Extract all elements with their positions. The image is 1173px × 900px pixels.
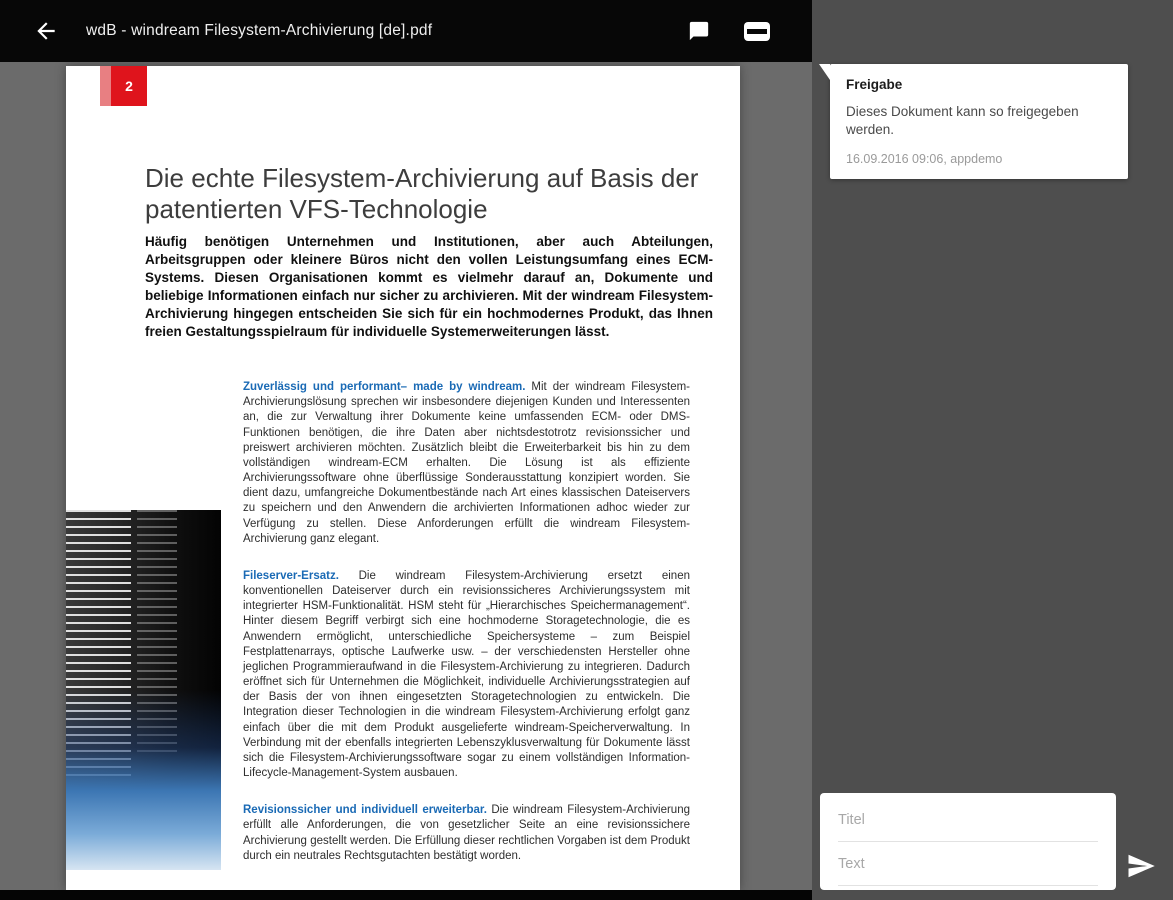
comment-composer (820, 793, 1116, 890)
document-filename: wdB - windream Filesystem-Archivierung [de].pdf (86, 22, 433, 39)
send-icon (1126, 851, 1156, 881)
comments-button[interactable] (682, 14, 716, 48)
send-button[interactable] (1122, 847, 1160, 885)
bottom-bar (0, 890, 812, 900)
back-arrow-icon (33, 18, 59, 44)
page-number-badge: 2 (100, 66, 147, 106)
comment-timestamp: 16.09.2016 09:06, appdemo (846, 152, 1003, 167)
paragraph (243, 569, 690, 781)
fit-width-button[interactable] (740, 14, 774, 48)
page-title: Die echte Filesystem-Archivierung auf Basis der patentierten VFS-Technologie (145, 163, 699, 224)
pdf-page (66, 66, 740, 890)
paragraph-lead: Fileserver-Ersatz. (243, 569, 339, 582)
comment-body: Dieses Dokument kann so freigegeben werden. (846, 104, 1079, 138)
topbar (0, 0, 812, 62)
paragraph-lead: Zuverlässig und performant– made by windream. (243, 381, 526, 393)
paragraph-text: Mit der windream Filesystem-Archivierungslösung sprechen wir insbesondere diejenigen Kunden und Interessenten an, die zur Verwaltung ihrer Dokumente keine umfassenden ECM- oder DMS-Funktionen benötigen, die ihre Daten aber nichtsdestotrotz revisionssicher und preiswert archivieren möchten. Zusätzlich bleibt die Erweiterbarkeit bis hin zu dem vollständigen windream-ECM erhalten. Die Lösung ist als effiziente Archivierungssoftware ohne überflüssige Sonderausstattung konzipiert worden. Sie dient dazu, umfangreiche Dokumentbestände nach Art eines klassischen Dateiservers zu speichern und den Anwendern die archivierten Informationen adhoc wieder zur Verfügung zu stellen. Diese Anforderungen erfüllt die windream Filesystem-Archivierung ganz elegant. (243, 381, 690, 545)
paragraph (243, 380, 690, 547)
comment-title-input[interactable] (838, 798, 1098, 842)
paragraph-text: Die windream Filesystem-Archivierung erfüllt alle Anforderungen, die von gesetzlicher Seite an eine revisionssichere Archivierung gestellt werden. Die Erfüllung dieser rechtlichen Vorgaben ist dem Produkt durch ein neutrales Rechtsgutachten bestätigt worden. (243, 804, 690, 862)
comments-sidebar (812, 0, 1173, 900)
paragraph-text: Die windream Filesystem-Archivierung ersetzt einen konventionellen Dateiserver durch ein revisionssicheres Archivierungssystem mit integrierter HSM-Funktionalität. HSM steht für „Hierarchisches Speichermanagement“. Hinter diesem Begriff verbirgt sich eine hochmoderne Storagetechnologie, die es Anwendern ermöglicht, unterschiedliche Speichersysteme – zum Beispiel Festplattenarrays, optische Laufwerke usw. – der verschiedensten Hersteller ohne jeglichen Programmieraufwand in die Filesystem-Archivierung zu integrieren. Dadurch eröffnet sich für Unternehmen die Möglichkeit, individuelle Archivierungsstrategien auf der Basis der von ihnen eingesetzten Storagetechnologien zu entwickeln. Die Integration dieser Technologien in die windream Filesystem-Archivierung erfolgt ganz einfach über die mit dem Produkt ausgelieferte windream-Speicherverwaltung. In Verbindung mit der ebenfalls integrierten Lebenszyklusverwaltung für Dokumente lässt sich die Filesystem-Archivierungssoftware sogar zu einem vollständigen Information-Lifecycle-Management-System ausbauen. (243, 569, 690, 780)
document-stage[interactable] (0, 62, 812, 890)
topbar-actions (682, 14, 812, 48)
comment-text-input[interactable] (838, 842, 1098, 886)
back-button[interactable] (26, 11, 66, 51)
page-intro: Häufig benötigen Unternehmen und Institutionen, aber auch Abteilungen, Arbeitsgruppen oder kleinere Büros nicht den vollen Leistungsumfang eines ECM-Systems. Diesen Organisationen kommt es vielmehr darauf an, Dokumente und beliebige Informationen einfach nur sicher zu archivieren. Mit der windream Filesystem-Archivierung hingegen entscheiden Sie sich für ein hochmodernes Produkt, das Ihnen freien Gestaltungsspielraum für individuelle Systemerweiterungen lässt. (145, 234, 713, 339)
server-rack-image (66, 510, 221, 870)
paragraph-lead: Revisionssicher und individuell erweiterbar. (243, 804, 487, 817)
page-paragraphs (243, 380, 690, 864)
comment-bubble-icon (688, 20, 710, 42)
paragraph (243, 803, 690, 864)
comment-card (830, 64, 1128, 179)
fit-width-icon (744, 22, 770, 41)
comment-title: Freigabe (846, 77, 903, 92)
